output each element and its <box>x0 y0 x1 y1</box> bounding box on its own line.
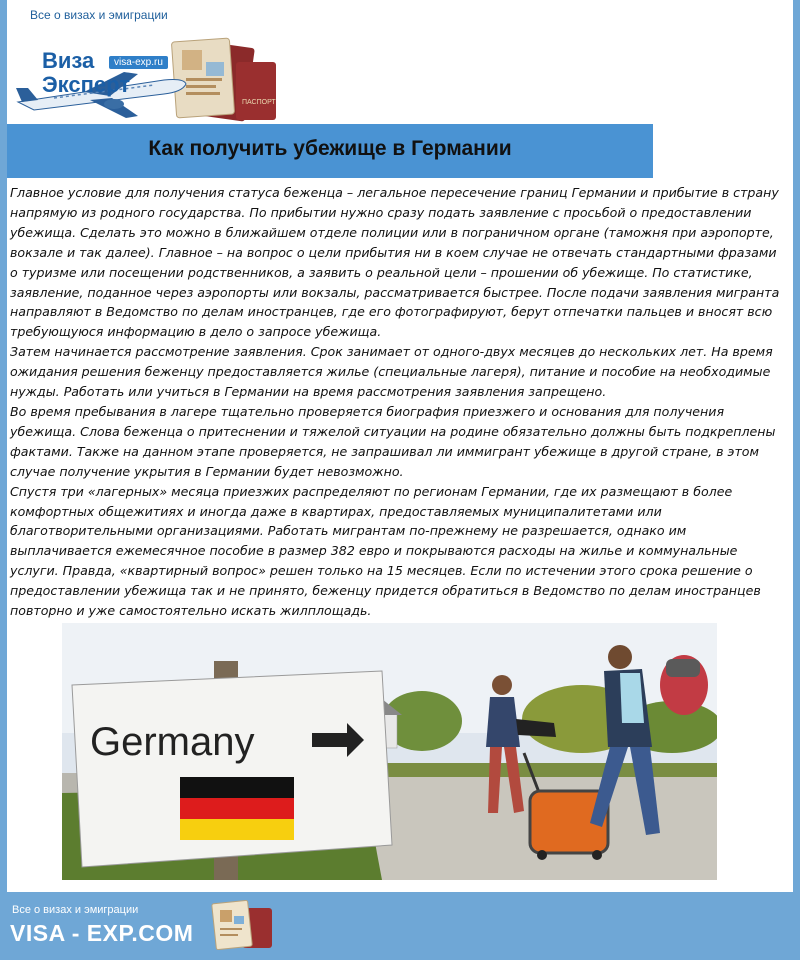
article-paragraph: Во время пребывания в лагере тщательно проверяется биография приезжего и основания для получения убежища. Слова беженца о притеснении и тяжелой ситуации на родине обязательно должны быть подкреплены фактами. Также на данном этапе проверяется, не запрашивал ли иммигрант убежище в другой стране, в этом случае получение укрытия в Германии будет невозможно. <box>10 403 776 479</box>
logo-text-line1: Виза <box>42 48 95 73</box>
sign-text: Germany <box>90 720 255 764</box>
logo-url-badge: visa-exp.ru <box>109 56 168 69</box>
article-paragraph: Главное условие для получения статуса беженца – легальное пересечение границ Германии и прибытие в страну напрямую из родного государства. По прибытии нужно сразу подать заявление с просьбой о предоставлении убежища. Сделать это можно в ближайшем отделе полиции или в пограничном органе (таможня при аэропорте, вокзале и так далее). Главное – на вопрос о цели прибытия ни в коем случае не отвечать стандартными фразами о туризме или посещении родственников, а заявить о реальной цели – прошении об убежище. По статистике, заявление, поданное через аэропорты или вокзалы, рассматривается быстрее. После подачи заявления мигранта направляют в Ведомство по делам иностранцев, где его фотографируют, берут отпечатки пальцев и вносят всю требующуюся информацию в дело о запросе убежища. <box>10 185 780 340</box>
article-photo <box>62 623 717 880</box>
passport-icon <box>208 898 278 954</box>
article-paragraph: Затем начинается рассмотрение заявления. Срок занимает от одного-двух месяцев до нескольких лет. На время ожидания решения беженцу предоставляется жилье (специальные лагеря), питание и пособие на необходимые нужды. Работать или учиться в Германии на время рассмотрения заявления запрещено. <box>10 344 773 400</box>
svg-text:ПАСПОРТ: ПАСПОРТ <box>242 99 276 106</box>
refugees-germany-sign-image <box>62 623 717 880</box>
article-paragraph: Спустя три «лагерных» месяца приезжих распределяют по регионам Германии, где их размещают в более комфортных общежитиях и иногда даже в квартирах, предоставляемых муниципалитетами или благотворительными организациями. Работать мигрантам по-прежнему не разрешается, однако им выплачивается ежемесячное пособие в размер 382 евро и покрываются расходы на жилье и коммунальные услуги. Правда, «квартирный вопрос» решен только на 15 месяцев. Если по истечении этого срока решение о предоставлении убежища так и не принято, беженцу придется обратиться в Ведомство по делам иностранцев повторно и уже самостоятельно искать жилплощадь. <box>10 483 761 619</box>
footer-brand[interactable]: VISA - EXP.COM <box>10 920 194 946</box>
footer-tagline: Все о визах и эмиграции <box>12 904 139 916</box>
site-logo[interactable] <box>14 22 304 122</box>
page-title: Как получить убежище в Германии <box>148 137 512 160</box>
article-body <box>10 183 788 621</box>
logo-text-line2: Эксперт <box>42 72 131 97</box>
header-tagline: Все о визах и эмиграции <box>30 8 168 22</box>
